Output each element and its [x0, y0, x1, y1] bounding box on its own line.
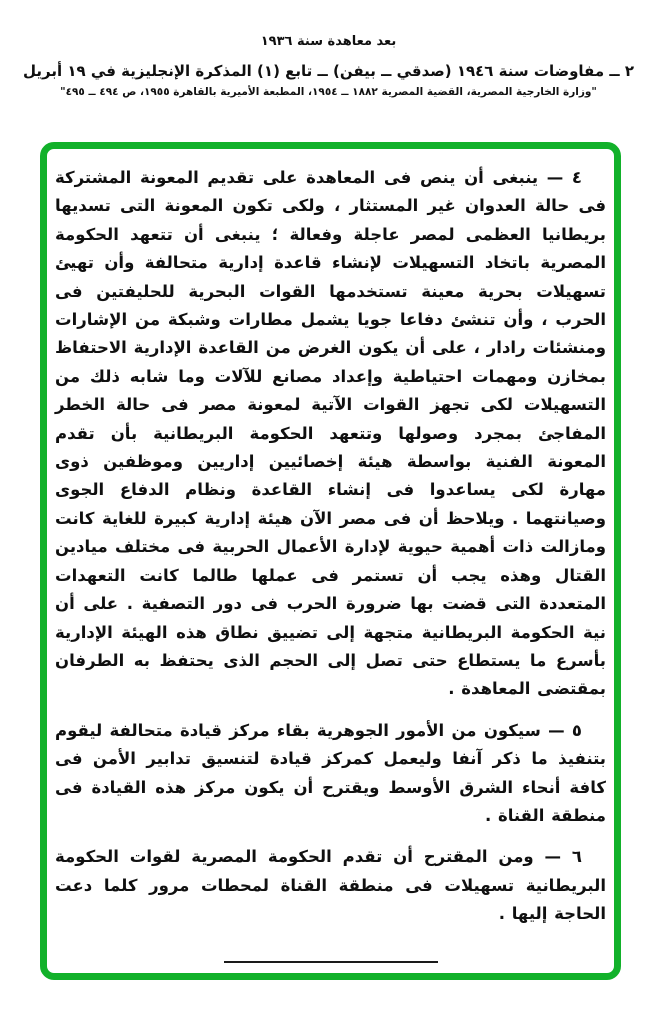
highlight-border-box	[40, 142, 621, 980]
paragraph-item-6: ٦ — ومن المقترح أن تقدم الحكومة المصرية لقوات الحكومة البريطانية تسهيلات فى منطقة القناة لمحطات مرور كلما دعت الحاجة إليها .	[55, 847, 606, 924]
header-source-citation: "وزارة الخارجية المصرية، القضية المصرية ١٨٨٢ ــ ١٩٥٤، المطبعة الأميرية بالقاهرة ١٩٥٥، ص ٤٩٤ ــ ٤٩٥"	[60, 86, 597, 98]
page-header	[0, 34, 657, 98]
header-document-title: ٢ ــ مفاوضات سنة ١٩٤٦ (صدقي ــ بيفن) ــ تابع (١) المذكرة الإنجليزية في ١٩ أبريل	[23, 62, 634, 80]
paragraph-item-4: ٤ — ينبغى أن ينص فى المعاهدة على تقديم المعونة المشتركة فى حالة العدوان غير المستثار ، ولكى تكون المعونة التى تسديها بريطانيا العظمى لمصر عاجلة وفعالة ؛ ينبغى أن تتعهد الحكومة المصرية باتخاد التسهيلات لإنشاء قاعدة إدارية متحالفة وأن تهيئ تسهيلات بحرية معينة تستخدمها القوات البحرية للحليفتين فى الحرب ، وأن تنشئ دفاعا جويا يشمل مطارات وشبكة من الإشارات ومنشئات رادار ، على أن يكون الغرض من القاعدة الإدارية الاحتفاظ بمخازن ومهمات احتياطية وإعداد مصانع للآلات وما شابه ذلك من التسهيلات لكى تجهز القوات الآتية لمعونة مصر فى حالة الخطر المفاجئ بمجرد وصولها وتتعهد الحكومة البريطانية بأن تقدم المعونة الفنية بواسطة هيئة إخصائيين إداريين وموظفين ذوى مهارة لكى يساعدوا فى إنشاء القاعدة ونظام الدفاع الجوى وصيانتهما . ويلاحظ أن فى مصر الآن هيئة إدارية كبيرة للغاية كانت ومازالت ذات أهمية حيوية لإدارة الأعمال الحربية فى مختلف ميادين القتال وهذه يجب أن تستمر فى عملها طالما كانت التعهدات المتعددة التى قضت بها ضرورة الحرب فى دور التصفية . على أن نية الحكومة البريطانية متجهة إلى تضييق نطاق هذه الهيئة الإدارية بأسرع ما يستطاع حتى تصل إلى الحجم الذى يحتفظ به الطرفان بمقتضى المعاهدة .	[55, 168, 606, 699]
paragraph-item-5: ٥ — سيكون من الأمور الجوهرية بقاء مركز قيادة متحالفة ليقوم بتنفيذ ما ذكر آنفا وليعمل كمركز قيادة لتنسيق تدابير الأمن فى كافة أنحاء الشرق الأوسط ويقترح أن يكون مركز هذه القيادة فى منطقة القناة .	[55, 720, 606, 825]
header-treaty-note: بعد معاهدة سنة ١٩٣٦	[260, 34, 397, 49]
section-end-divider	[224, 961, 438, 963]
